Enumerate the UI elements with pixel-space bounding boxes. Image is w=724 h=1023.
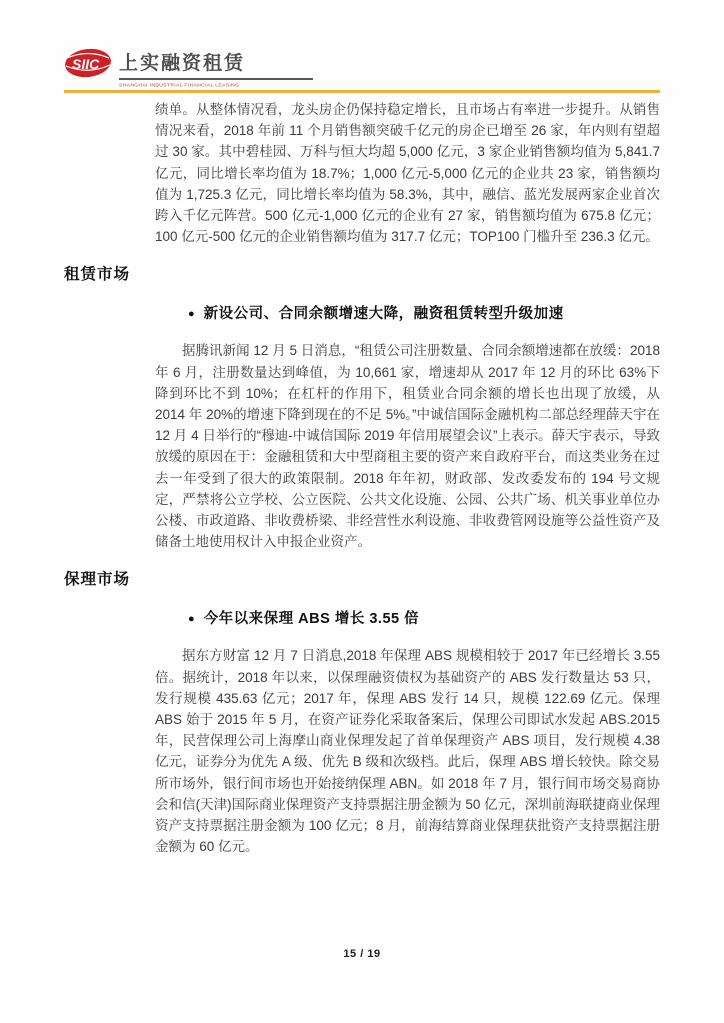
bullet-icon: ●	[188, 308, 195, 321]
siic-globe-icon	[64, 45, 112, 82]
leasing-market-paragraph: 据腾讯新闻 12 月 5 日消息，“租赁公司注册数量、合同余额增速都在放缓：2018 年 6 月，注册数量达到峰值，为 10,661 家，增速却从 2017 年 12 月的环比 63%下降到环比不到 10%；在杠杆的作用下，租赁业合同余额的增长也出现了放缓，从 2014 年 20%的增速下降到现在的不足 5%。”中诚信国际金融机构二部总经理薛天宇在 12 月 4 日举行的“穆迪-中诚信国际 2019 年信用展望会议”上表示。薛天宇表示，导致放缓的原因在于：金融租赁和大中型商租主要的资产来自政府平台，而这类业务在过去一年受到了很大的政策限制。2018 年年初，财政部、发改委发布的 194 号文规定，严禁将公立学校、公立医院、公共文化设施、公园、公共广场、机关事业单位办公楼、市政道路、非收费桥梁、非经营性水利设施、非收费管网设施等公益性资产及储备土地使用权计入申报企业资产。	[155, 343, 660, 550]
company-logo	[64, 45, 313, 91]
siic-logo-text: SIIC	[72, 56, 100, 72]
page-number: 15 / 19	[343, 948, 381, 960]
factoring-market-paragraph: 据东方财富 12 月 7 日消息,2018 年保理 ABS 规模相较于 2017 年已经增长 3.55 倍。据统计，2018 年以来，以保理融资债权为基础资产的 ABS 发行数量达 53 只，发行规模 435.63 亿元；2017 年，保理 ABS 发行 14 只，规模 122.69 亿元。保理 ABS 始于 2015 年 5 月，在资产证券化采取备案后，保理公司即试水发起 ABS.2015 年，民营保理公司上海摩山商业保理发起了首单保理资产 ABS 项目，发行规模 4.38 亿元，证券分为优先 A 级、优先 B 级和次级档。此后，保理 ABS 增长较快。除交易所市场外，银行间市场也开始接纳保理 ABN。如 2018 年 7 月，银行间市场交易商协会和信(天津)国际商业保理资产支持票据注册金额为 50 亿元，深圳前海联捷商业保理资产支持票据注册金额为 100 亿元；8 月，前海结算商业保理获批资产支持票据注册金额为 60 亿元。	[155, 648, 660, 855]
bullet-heading-leasing	[188, 302, 660, 323]
logo-english-name: SHANGHAI INDUSTRIAL FINANCIAL LEASING	[119, 82, 240, 88]
section-factoring-market	[64, 567, 660, 857]
bullet-heading-text: 新设公司、合同余额增速大降，融资租赁转型升级加速	[203, 306, 564, 323]
bullet-heading-text: 今年以来保理 ABS 增长 3.55 倍	[203, 611, 420, 628]
section-title-leasing-market: 租赁市场	[64, 266, 131, 284]
logo-text-block	[119, 45, 313, 91]
bullet-icon: ●	[188, 613, 195, 626]
section-title-factoring-market: 保理市场	[64, 571, 131, 589]
document-body	[0, 99, 724, 857]
logo-chinese-name: 上实融资租赁	[119, 48, 313, 80]
intro-paragraph: 绩单。从整体情况看，龙头房企仍保持稳定增长，且市场占有率进一步提升。从销售情况来看，2018 年前 11 个月销售额突破千亿元的房企已增至 26 家，年内则有望超过 30 家。其中碧桂园、万科与恒大均超 5,000 亿元，3 家企业销售额均值为 5,841.7 亿元，同比增长率均值为 18.7%；1,000 亿元-5,000 亿元的企业共 23 家，销售额均值为 1,725.3 亿元，同比增长率均值为 58.3%，其中，融信、蓝光发展两家企业首次跨入千亿元阵营。500 亿元-1,000 亿元的企业有 27 家，销售额均值为 675.8 亿元；100 亿元-500 亿元的企业销售额均值为 317.7 亿元；TOP100 门槛升至 236.3 亿元。	[155, 102, 660, 245]
page-footer	[0, 944, 724, 962]
section-leasing-market	[64, 262, 660, 552]
header-divider-rule	[64, 90, 660, 93]
bullet-heading-factoring	[188, 607, 660, 628]
